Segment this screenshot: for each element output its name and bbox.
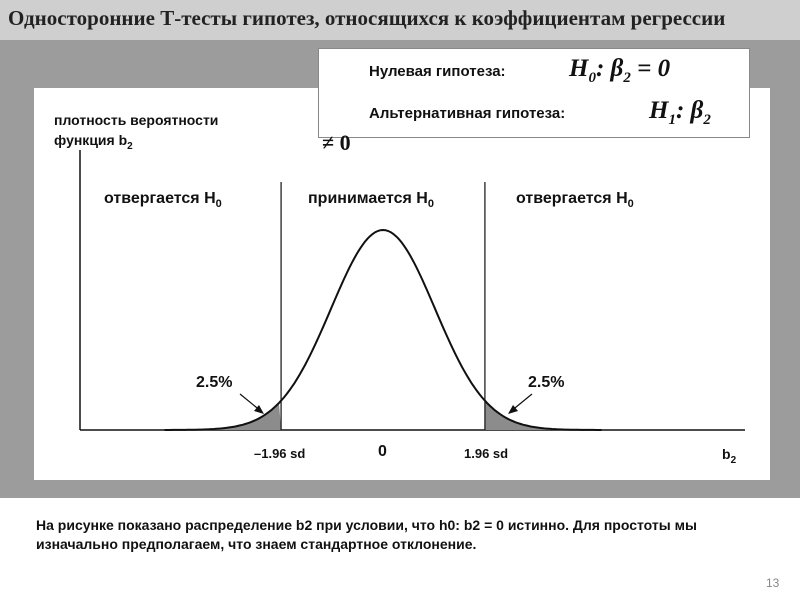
y-axis-label: плотность вероятности функция $b_2$ [54,112,219,152]
alt-hypothesis-label: Альтернативная гипотеза: [369,105,566,122]
density-curve [165,230,602,430]
region-right-label: отвергается $H_0$ [516,190,634,211]
alt-hypothesis-formula: $H_1$: $\beta_2$ [649,97,711,128]
tick-zero: 0 [378,443,387,460]
tick-left: –1.96 sd [254,446,306,461]
region-left-label: отвергается $H_0$ [104,190,222,211]
hypotheses-box [318,48,750,138]
null-hypothesis-formula: $H_0$: $\beta_2 = 0$ [569,55,671,86]
null-hypothesis-label: Нулевая гипотеза: [369,63,506,80]
alt-hypothesis-neq: ≠ 0 [322,130,351,155]
x-axis-label: $b_2$ [722,446,737,466]
left-tail-percent: 2.5% [196,374,233,391]
region-middle-label: принимается $H_0$ [308,190,434,211]
slide-title: Односторонние Т-тесты гипотез, относящихся к коэффициентам регрессии [8,6,726,30]
caption-text: На рисунке показано распределение b2 при условии, что h0: b2 = 0 истинно. Для простоты мы изначально предполагаем, что знаем стандартное отклонение. [36,517,697,552]
tick-right: 1.96 sd [464,446,509,461]
right-tail-percent: 2.5% [528,374,565,391]
page-number: 13 [766,576,780,590]
